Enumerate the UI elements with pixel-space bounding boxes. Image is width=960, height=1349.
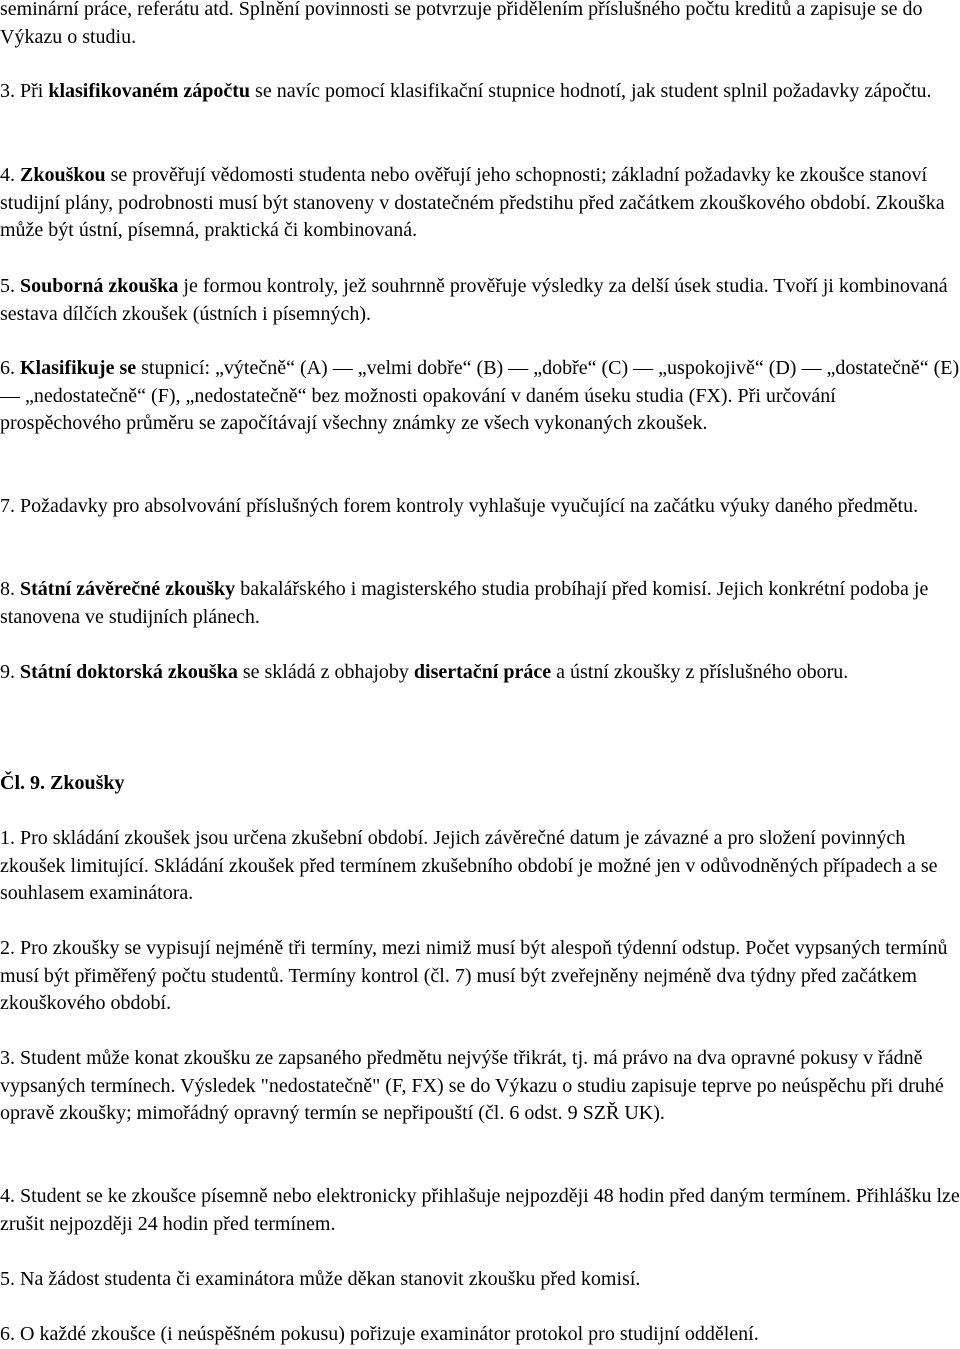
paragraph-6 <box>0 355 960 438</box>
paragraph-text: se prověřují vědomosti studenta nebo ověřují jeho schopnosti; základní požadavky ke zkoušce stanoví studijní plány, podrobnosti musí být stanoveny v dostatečném předstihu před začátkem zkouškového období. Zkouška může být ústní, písemná, praktická či kombinovaná. <box>0 164 945 242</box>
paragraph-text: 8. <box>0 578 20 600</box>
bold-term: Zkouškou <box>20 164 106 186</box>
paragraph-8 <box>0 576 960 631</box>
paragraph-text: seminární práce, referátu atd. Splnění povinnosti se potvrzuje přidělením příslušného počtu kreditů a zapisuje se do Výkazu o studiu. <box>0 0 923 48</box>
paragraph-text: stupnicí: „výtečně“ (A) — „velmi dobře“ (B) — „dobře“ (C) — „uspokojivě“ (D) — „dostatečně“ (E) — „nedostatečně“ (F), „nedostatečně“ bez možnosti opakování v daném úseku studia (FX). Při určování prospěchového průměru se započítávají všechny známky ze všech vykonaných zkoušek. <box>0 357 960 435</box>
bold-term: Státní doktorská zkouška <box>20 661 238 683</box>
paragraph-text: se navíc pomocí klasifikační stupnice hodnotí, jak student splnil požadavky zápočtu. <box>250 80 932 102</box>
section-heading: Čl. 9. Zkoušky <box>0 772 125 794</box>
paragraph-text: je formou kontroly, jež souhrnně prověřuje výsledky za delší úsek studia. Tvoří ji kombinovaná sestava dílčích zkoušek (ústních i písemných). <box>0 275 948 325</box>
paragraph-text: 3. Při <box>0 80 49 102</box>
bold-term: Souborná zkouška <box>20 275 179 297</box>
paragraph-exam-6: 6. O každé zkoušce (i neúspěšném pokusu) pořizuje examinátor protokol pro studijní oddělení. <box>0 1323 759 1345</box>
bold-term: Klasifikuje se <box>20 357 137 379</box>
paragraph-7 <box>0 493 960 521</box>
paragraph-text: bakalářského i magisterského studia probíhají před komisí. Jejich konkrétní podoba je stanovena ve studijních plánech. <box>0 578 929 628</box>
bold-term: Státní závěrečné zkoušky <box>20 578 236 600</box>
paragraph-4 <box>0 162 960 245</box>
paragraph-9 <box>0 659 960 687</box>
paragraph-exam-2: 2. Pro zkoušky se vypisují nejméně tři termíny, mezi nimiž musí být alespoň týdenní odstup. Počet vypsaných termínů musí být přiměřený počtu studentů. Termíny kontrol (čl. 7) musí být zveřejněny nejméně dva týdny před začátkem zkouškového období. <box>0 937 948 1015</box>
paragraph-exam-4: 4. Student se ke zkoušce písemně nebo elektronicky přihlašuje nejpozději 48 hodin před daným termínem. Přihlášku lze zrušit nejpozději 24 hodin před termínem. <box>0 1185 960 1235</box>
bold-term: klasifikovaném zápočtu <box>48 80 251 102</box>
paragraph-text: 7. Požadavky pro absolvování příslušných forem kontroly vyhlašuje vyučující na začátku výuky daného předmětu. <box>0 495 919 517</box>
paragraph-exam-1: 1. Pro skládání zkoušek jsou určena zkušební období. Jejich závěrečné datum je závazné a pro složení povinných zkoušek limitující. Skládání zkoušek před termínem zkušebního období je možné jen v odůvodněných případech a se souhlasem examinátora. <box>0 827 938 905</box>
paragraph-exam-5: 5. Na žádost studenta či examinátora může děkan stanovit zkoušku před komisí. <box>0 1268 641 1290</box>
paragraph-text: 5. <box>0 275 20 297</box>
paragraph-text: se skládá z obhajoby <box>237 661 414 683</box>
paragraph-exam-3: 3. Student může konat zkoušku ze zapsaného předmětu nejvýše třikrát, tj. má právo na dva opravné pokusy v řádně vypsaných termínech. Výsledek "nedostatečně" (F, FX) se do Výkazu o studiu zapisuje teprve po neúspěchu při druhé opravě zkoušky; mimořádný opravný termín se nepřipouští (čl. 6 odst. 9 SZŘ UK). <box>0 1047 944 1125</box>
paragraph-text: 9. <box>0 661 20 683</box>
paragraph-text: a ústní zkoušky z příslušného oboru. <box>551 661 849 683</box>
paragraph-text: 4. <box>0 164 20 186</box>
paragraph-5 <box>0 273 960 328</box>
paragraph-text: 6. <box>0 357 20 379</box>
bold-term: disertační práce <box>413 661 552 683</box>
paragraph-intro <box>0 0 960 51</box>
paragraph-3 <box>0 78 960 106</box>
